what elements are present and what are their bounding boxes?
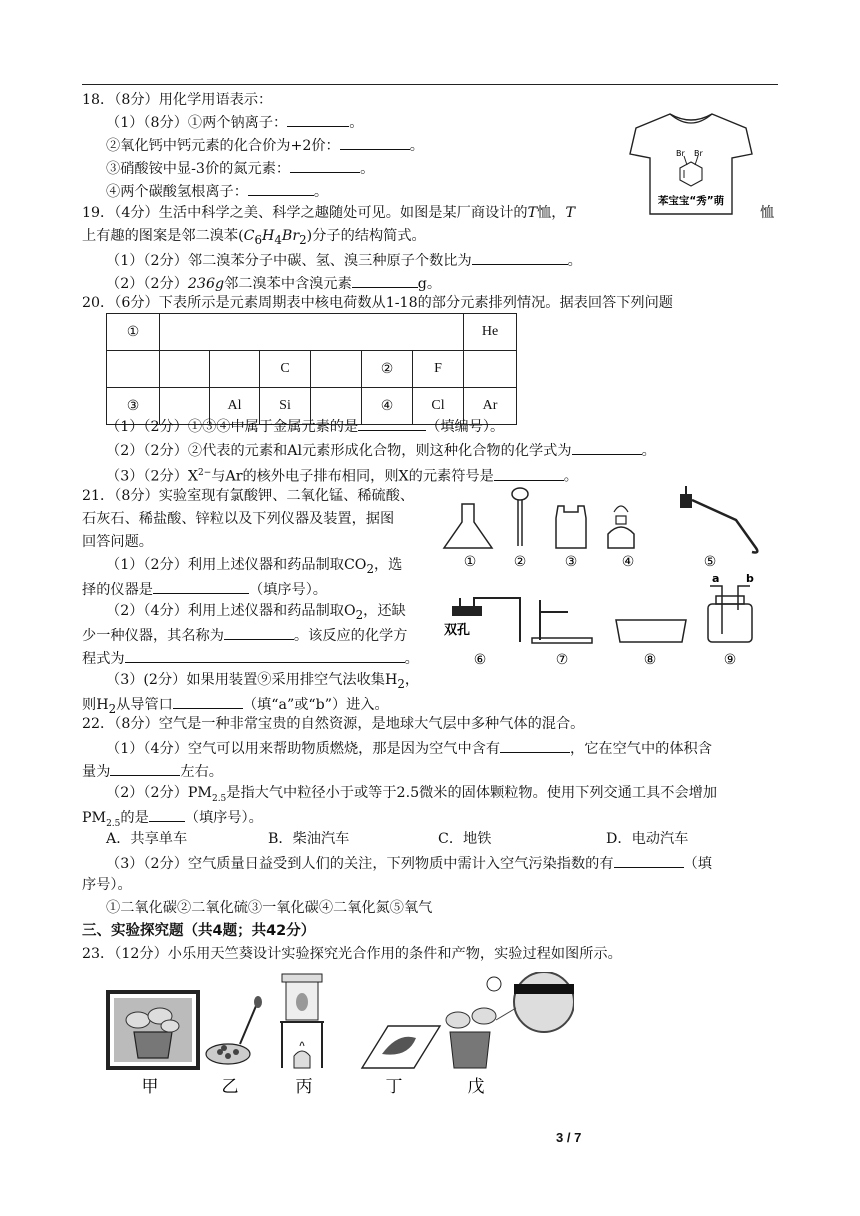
figure-label: 丙	[295, 1077, 313, 1097]
tshirt-figure	[626, 110, 756, 218]
answer-blank[interactable]	[149, 806, 185, 822]
flower-pot-icon	[450, 1032, 490, 1068]
table-cell: Ar	[464, 388, 517, 425]
answer-blank[interactable]	[287, 111, 349, 127]
svg-text:③: ③	[564, 554, 578, 570]
tshirt-br-label: Br	[676, 149, 685, 158]
magnified-leaf-icon	[514, 972, 574, 1032]
answer-blank[interactable]	[494, 465, 564, 481]
q19-line2: 上有趣的图案是邻二溴苯$(C_6H_4Br_2)$分子的结构简式。	[82, 228, 426, 247]
svg-text:④: ④	[621, 554, 635, 570]
table-cell: Cl	[413, 388, 464, 425]
answer-blank[interactable]	[248, 180, 314, 196]
tshirt-br-label: Br	[694, 149, 703, 158]
figure-label: 甲	[141, 1077, 159, 1097]
table-row	[107, 351, 517, 388]
answer-blank[interactable]	[153, 578, 249, 594]
svg-text:⑦: ⑦	[555, 652, 569, 668]
answer-blank[interactable]	[352, 272, 418, 288]
q21-part2c: 程式为 。	[82, 647, 419, 669]
q19-part2: （2）（2分）236g邻二溴苯中含溴元素 g。	[106, 272, 441, 294]
q22-option-d: D．电动汽车	[606, 831, 689, 847]
table-cell: ②	[362, 351, 413, 388]
answer-blank[interactable]	[125, 647, 405, 663]
table-cell: C	[260, 351, 311, 388]
stopper-label: 双孔	[444, 623, 471, 638]
q21-part1b: 择的仪器是 （填序号）。	[82, 578, 327, 600]
figure-label: 丁	[385, 1077, 403, 1097]
lab-apparatus-figure	[440, 482, 780, 672]
table-cell: F	[413, 351, 464, 388]
q22-option-a: A．共享单车	[106, 831, 188, 847]
header-rule	[82, 84, 778, 85]
answer-blank[interactable]	[173, 693, 243, 709]
answer-blank[interactable]	[472, 249, 568, 265]
svg-text:②: ②	[513, 554, 527, 570]
table-row	[107, 314, 517, 351]
q21-line1: 21．（8分）实验室现有氯酸钾、二氧化锰、稀硫酸、	[82, 488, 415, 504]
q21-part2a: （2）（4分）利用上述仪器和药品制取$O_2$，还缺	[106, 603, 406, 622]
q22-option-b: B．柴油汽车	[268, 831, 350, 847]
q22-part1b: 量为 左右。	[82, 760, 223, 782]
table-cell	[160, 351, 210, 388]
q23-stem: 23．（12分）小乐用天竺葵设计实验探究光合作用的条件和产物，实验过程如图所示。	[82, 946, 622, 962]
q21-part2b: 少一种仪器，其名称为 。该反应的化学方	[82, 624, 407, 646]
q22-stem: 22．（8分）空气是一种非常宝贵的自然资源，是地球大气层中多种气体的混合。	[82, 716, 585, 732]
answer-blank[interactable]	[500, 737, 570, 753]
flower-pot-icon	[134, 1032, 172, 1058]
answer-blank[interactable]	[110, 760, 180, 776]
q19-line1-end: 恤	[760, 205, 775, 221]
periodic-table	[106, 313, 517, 425]
q18-part1: （1）（8分）①两个钠离子： 。	[106, 111, 363, 133]
q18-part3: ③硝酸铵中显-3价的氮元素： 。	[106, 157, 374, 179]
q21-part3b: 则$H_2$从导管口 （填“a”或“b”）进入。	[82, 693, 389, 719]
table-cell	[464, 351, 517, 388]
gas-bottle-icon	[708, 604, 752, 642]
tshirt-caption: 苯宝宝“秀”萌	[657, 195, 725, 207]
q22-part3b: 序号）。	[82, 877, 132, 893]
q18-part2: ②氧化钙中钙元素的化合价为+2价： 。	[106, 134, 424, 156]
q22-part2a: （2）（2分）$PM_{2.5}$是指大气中粒径小于或等于2.5微米的固体颗粒物。使用下列交通工具不会增加	[106, 785, 718, 804]
q20-part1: （1）（2分）①③④中属于金属元素的是 （填编号）。	[106, 415, 504, 437]
q22-part1a: （1）（4分）空气可以用来帮助物质燃烧，那是因为空气中含有 ，它在空气中的体积含	[106, 737, 712, 759]
figure-label: 乙	[221, 1077, 239, 1097]
q19-part1: （1）（2分）邻二溴苯分子中碳、氢、溴三种原子个数比为 。	[106, 249, 582, 271]
answer-blank[interactable]	[290, 157, 360, 173]
page-number: 3 / 7	[556, 1130, 582, 1145]
q21-part3a: （3）(2分）如果用装置⑨采用排空气法收集$H_2$，	[106, 672, 420, 691]
dropper-icon	[240, 1006, 256, 1044]
table-cell: Si	[260, 388, 311, 425]
table-cell: ④	[362, 388, 413, 425]
figure-label: 戊	[467, 1077, 485, 1097]
alcohol-lamp-icon	[294, 1051, 310, 1068]
q20-part2: （2）（2分）②代表的元素和Al元素形成化合物，则这种化合物的化学式为 。	[106, 439, 656, 461]
svg-text:b: b	[746, 572, 754, 585]
table-cell: ①	[107, 314, 160, 351]
svg-text:⑨: ⑨	[723, 652, 737, 668]
svg-text:⑤: ⑤	[703, 554, 717, 570]
q22-option-c: C．地铁	[438, 831, 492, 847]
q18-part4: ④两个碳酸氢根离子： 。	[106, 180, 328, 202]
funnel-icon	[512, 488, 528, 500]
svg-text:①: ①	[463, 554, 477, 570]
q20-stem: 20．（6分）下表所示是元素周期表中核电荷数从1-18的部分元素排列情况。据表回答下列问题	[82, 295, 673, 311]
table-cell	[107, 351, 160, 388]
answer-blank[interactable]	[614, 852, 684, 868]
table-cell	[160, 314, 464, 351]
section-heading: 三、实验探究题（共4题；共42分）	[82, 923, 316, 939]
experiment-figure	[104, 972, 574, 1102]
svg-text:⑥: ⑥	[473, 652, 487, 668]
answer-blank[interactable]	[340, 134, 410, 150]
stopper-tube-icon	[680, 494, 692, 508]
water-bath-icon	[282, 974, 322, 982]
table-cell: Al	[210, 388, 260, 425]
q21-line2: 石灰石、稀盐酸、锌粒以及下列仪器及装置，据图	[82, 511, 395, 527]
q21-part1a: （1）（2分）利用上述仪器和药品制取$CO_2$，选	[106, 557, 403, 576]
svg-text:a: a	[712, 572, 720, 585]
q22-part2b: $PM_{2.5}$的是 （填序号）。	[82, 806, 263, 834]
answer-blank[interactable]	[358, 415, 426, 431]
q20-part3: （3）（2分）$X^{2-}$与Ar的核外电子排布相同，则X的元素符号是 。	[106, 463, 578, 487]
table-cell	[210, 351, 260, 388]
alcohol-lamp-icon	[614, 506, 628, 512]
q19-line1: 19．（4分）生活中科学之美、科学之趣随处可见。如图是某厂商设计的T恤，T	[82, 205, 575, 221]
table-cell: He	[464, 314, 517, 351]
sun-icon	[487, 977, 501, 991]
gas-jar-icon	[556, 506, 586, 548]
q18-stem: 18．（8分）用化学用语表示：	[82, 92, 273, 108]
answer-blank[interactable]	[572, 439, 642, 455]
conical-flask-icon	[444, 504, 492, 548]
q22-part3a: （3）（2分）空气质量日益受到人们的关注，下列物质中需计入空气污染指数的有 （填	[106, 852, 712, 874]
q22-part3-list: ①二氧化碳②二氧化硫③一氧化碳④二氧化氮⑤氧气	[106, 900, 433, 916]
svg-text:⑧: ⑧	[643, 652, 657, 668]
two-hole-stopper-icon	[452, 606, 482, 616]
q21-line3: 回答问题。	[82, 534, 153, 550]
table-cell: ③	[107, 388, 160, 425]
water-trough-icon	[616, 620, 686, 642]
table-cell	[311, 351, 362, 388]
answer-blank[interactable]	[224, 624, 294, 640]
